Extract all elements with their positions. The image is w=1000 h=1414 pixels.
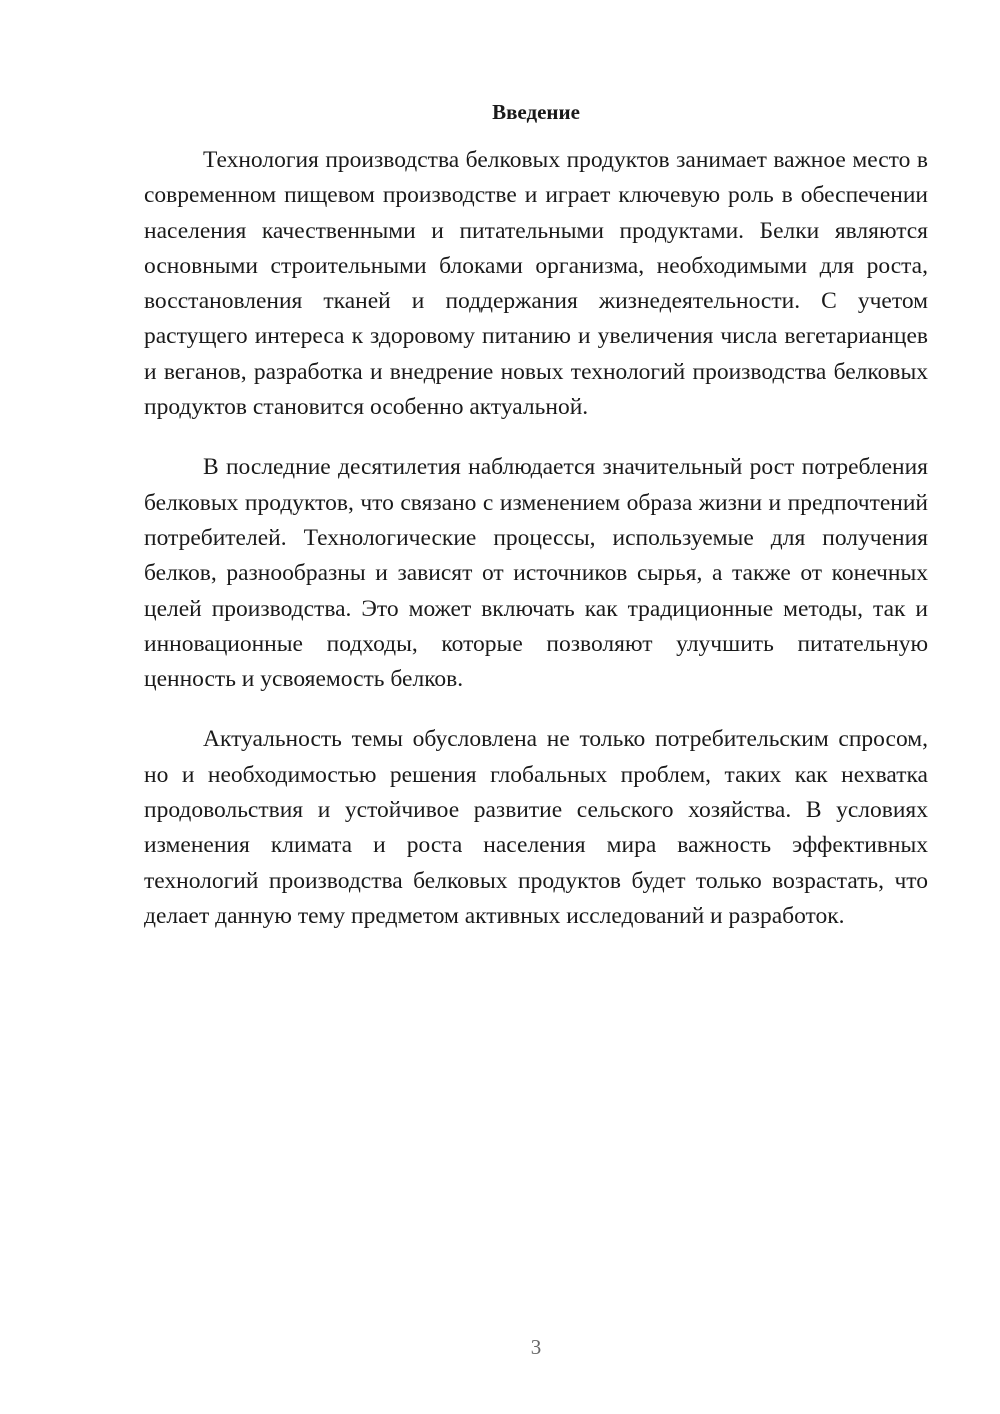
document-body (144, 143, 928, 934)
paragraph-2: В последние десятилетия наблюдается значительный рост потребления белковых продуктов, что связано с изменением образа жизни и предпочтений потребителей. Технологические процессы, используемые для получения белков, разнообразны и зависят от источников сырья, а также от конечных целей производства. Это может включать как традиционные методы, так и инновационные подходы, которые позволяют улучшить питательную ценность и усвояемость белков. (144, 454, 928, 693)
page-number: 3 (530, 1335, 542, 1359)
paragraph-3: Актуальность темы обусловлена не только потребительским спросом, но и необходимостью решения глобальных проблем, таких как нехватка продовольствия и устойчивое развитие сельского хозяйства. В условиях изменения климата и роста населения мира важность эффективных технологий производства белковых продуктов будет только возрастать, что делает данную тему предметом активных исследований и разработок. (144, 726, 928, 929)
paragraph-1: Технология производства белковых продуктов занимает важное место в современном пищевом производстве и играет ключевую роль в обеспечении населения качественными и питательными продуктами. Белки являются основными строительными блоками организма, необходимыми для роста, восстановления тканей и поддержания жизнедеятельности. С учетом растущего интереса к здоровому питанию и увеличения числа вегетарианцев и веганов, разработка и внедрение новых технологий производства белковых продуктов становится особенно актуальной. (144, 147, 928, 421)
page-title: Введение (492, 100, 580, 124)
